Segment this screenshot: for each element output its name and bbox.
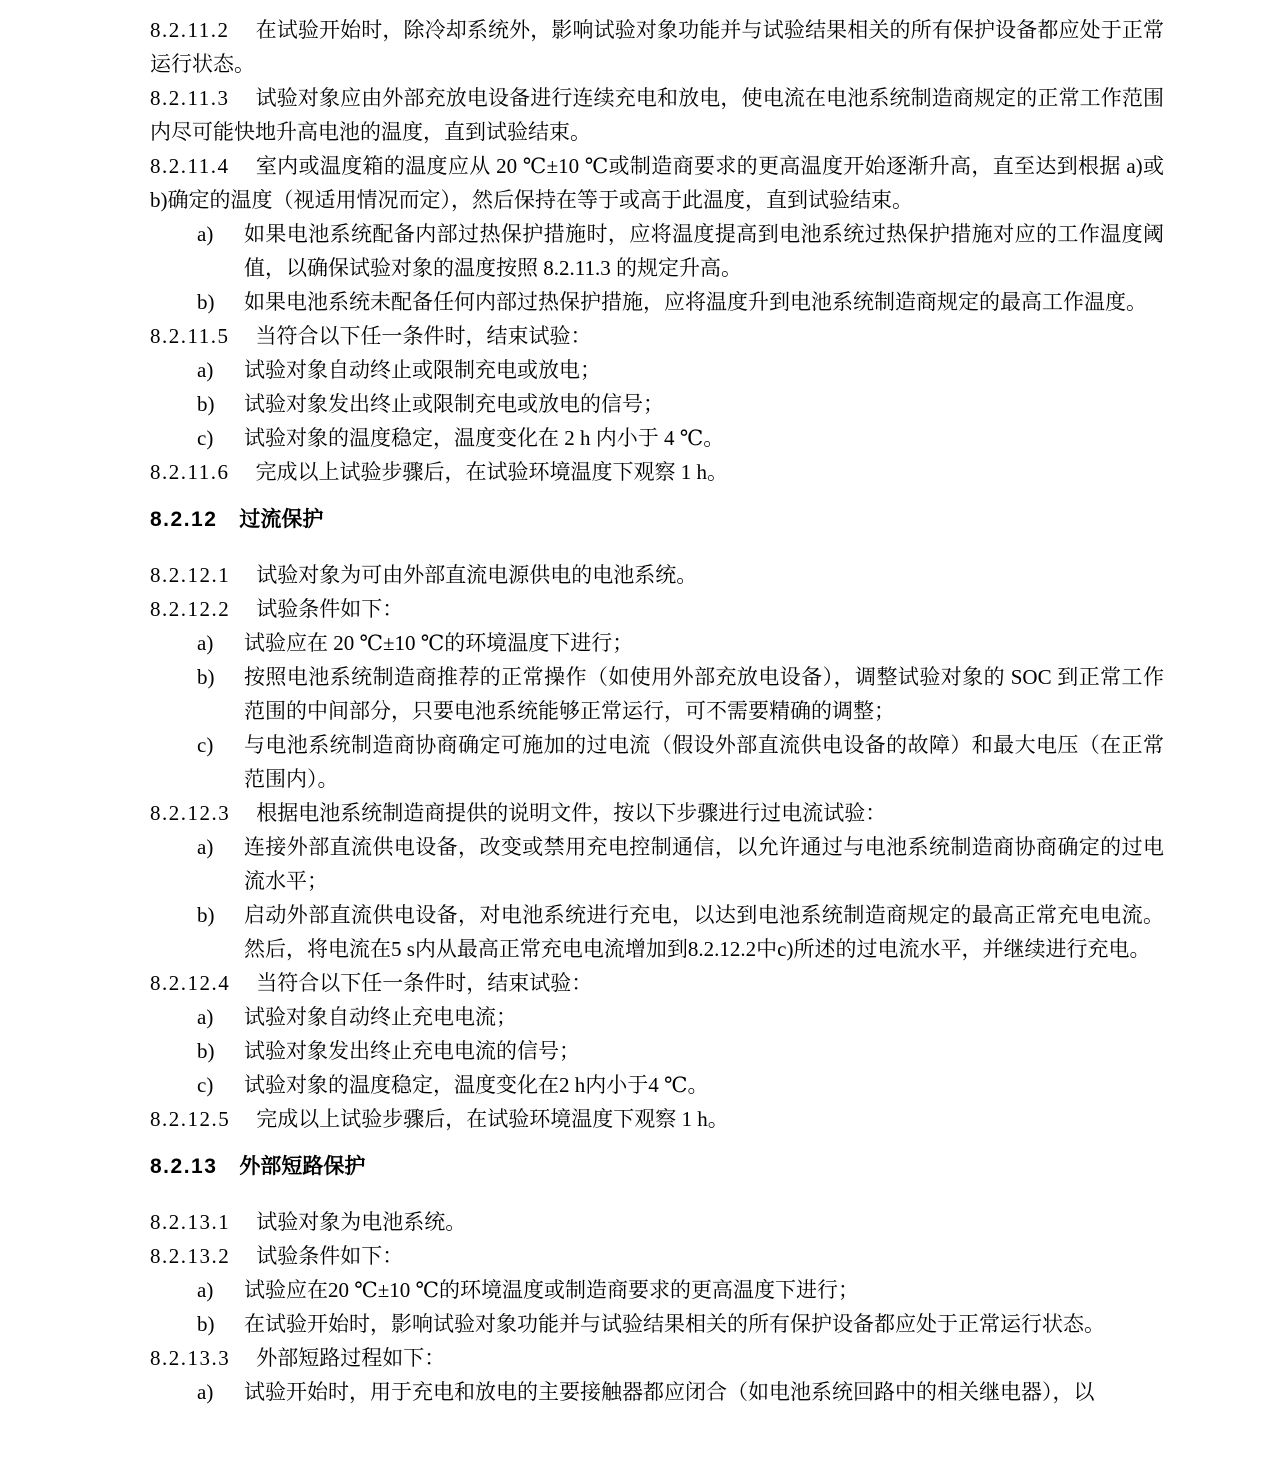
list-item-text: 如果电池系统未配备任何内部过热保护措施，应将温度升到电池系统制造商规定的最高工作温度。	[244, 290, 1147, 314]
list-item	[150, 285, 1164, 319]
list-item	[150, 1068, 1164, 1102]
section-heading-text: 过流保护	[239, 508, 324, 531]
list-item-text: 如果电池系统配备内部过热保护措施时，应将温度提高到电池系统过热保护措施对应的工作温度阈值，以确保试验对象的温度按照 8.2.11.3 的规定升高。	[244, 222, 1164, 280]
list-item-label: b)	[197, 290, 215, 314]
clause-number: 8.2.12.4	[150, 971, 231, 995]
list-item	[150, 421, 1164, 455]
list-item-text: 在试验开始时，影响试验对象功能并与试验结果相关的所有保护设备都应处于正常运行状态。	[244, 1312, 1105, 1336]
clause-number: 8.2.11.4	[150, 154, 230, 178]
clause-text: 试验条件如下：	[256, 597, 404, 621]
clause-number: 8.2.11.2	[150, 18, 230, 42]
clause-number: 8.2.12.5	[150, 1107, 231, 1131]
clause-text: 完成以上试验步骤后，在试验环境温度下观察 1 h。	[255, 460, 728, 484]
clause-text: 试验对象为电池系统。	[256, 1210, 467, 1234]
document-content	[150, 13, 1164, 1409]
list-item-text: 启动外部直流供电设备，对电池系统进行充电，以达到电池系统制造商规定的最高正常充电电流。然后，将电流在5 s内从最高正常充电电流增加到8.2.12.2中c)所述的过电流水平，并继续进行充电。	[244, 903, 1164, 961]
clause-paragraph	[150, 455, 1164, 489]
clause-paragraph	[150, 149, 1164, 217]
clause-number: 8.2.11.6	[150, 460, 230, 484]
clause-text: 试验条件如下：	[256, 1244, 404, 1268]
list-item	[150, 830, 1164, 898]
list-item	[150, 660, 1164, 728]
list-item	[150, 387, 1164, 421]
list-item	[150, 1034, 1164, 1068]
clause-text: 外部短路过程如下：	[256, 1346, 446, 1370]
list-item-label: b)	[197, 903, 215, 927]
list-item-label: a)	[197, 1380, 214, 1404]
clause-paragraph	[150, 966, 1164, 1000]
list-item-text: 与电池系统制造商协商确定可施加的过电流（假设外部直流供电设备的故障）和最大电压（在正常范围内）。	[244, 733, 1164, 791]
clause-text: 当符合以下任一条件时，结束试验：	[255, 324, 592, 348]
list-item-text: 按照电池系统制造商推荐的正常操作（如使用外部充放电设备），调整试验对象的 SOC 到正常工作范围的中间部分，只要电池系统能够正常运行，可不需要精确的调整；	[244, 665, 1164, 723]
clause-number: 8.2.12.3	[150, 801, 231, 825]
list-item-label: a)	[197, 1278, 214, 1302]
clause-text: 在试验开始时，除冷却系统外，影响试验对象功能并与试验结果相关的所有保护设备都应处于正常运行状态。	[150, 18, 1164, 76]
list-item-label: a)	[197, 358, 214, 382]
clause-text: 完成以上试验步骤后，在试验环境温度下观察 1 h。	[256, 1107, 729, 1131]
clause-text: 室内或温度箱的温度应从 20 ℃±10 ℃或制造商要求的更高温度开始逐渐升高，直至达到根据 a)或 b)确定的温度（视适用情况而定），然后保持在等于或高于此温度，直到试验结束。	[150, 154, 1164, 212]
clause-number: 8.2.11.5	[150, 324, 230, 348]
list-item-label: a)	[197, 222, 214, 246]
clause-text: 根据电池系统制造商提供的说明文件，按以下步骤进行过电流试验：	[256, 801, 887, 825]
list-item-label: a)	[197, 631, 214, 655]
list-item-text: 连接外部直流供电设备，改变或禁用充电控制通信，以允许通过与电池系统制造商协商确定的过电流水平；	[244, 835, 1164, 893]
clause-text: 试验对象为可由外部直流电源供电的电池系统。	[256, 563, 698, 587]
clause-paragraph	[150, 81, 1164, 149]
list-item	[150, 728, 1164, 796]
clause-paragraph	[150, 592, 1164, 626]
clause-number: 8.2.12.2	[150, 597, 231, 621]
section-heading-text: 外部短路保护	[239, 1155, 366, 1178]
list-item-text: 试验对象发出终止充电电流的信号；	[244, 1039, 580, 1063]
clause-paragraph	[150, 1102, 1164, 1136]
section-heading-number: 8.2.12	[150, 508, 218, 531]
list-item-text: 试验开始时，用于充电和放电的主要接触器都应闭合（如电池系统回路中的相关继电器），以	[244, 1380, 1095, 1404]
clause-paragraph	[150, 558, 1164, 592]
clause-number: 8.2.12.1	[150, 563, 231, 587]
clause-number: 8.2.13.1	[150, 1210, 231, 1234]
list-item	[150, 1375, 1164, 1409]
list-item	[150, 353, 1164, 387]
list-item-text: 试验应在20 ℃±10 ℃的环境温度或制造商要求的更高温度下进行；	[244, 1278, 860, 1302]
list-item	[150, 626, 1164, 660]
list-item-text: 试验对象的温度稳定，温度变化在 2 h 内小于 4 ℃。	[244, 426, 725, 450]
clause-paragraph	[150, 1239, 1164, 1273]
list-item-label: b)	[197, 392, 215, 416]
section-heading	[150, 1150, 1164, 1184]
list-item	[150, 1000, 1164, 1034]
clause-paragraph	[150, 1341, 1164, 1375]
list-item	[150, 217, 1164, 285]
list-item-text: 试验对象的温度稳定，温度变化在2 h内小于4 ℃。	[244, 1073, 709, 1097]
list-item-label: b)	[197, 665, 215, 689]
list-item-text: 试验应在 20 ℃±10 ℃的环境温度下进行；	[244, 631, 634, 655]
clause-number: 8.2.13.2	[150, 1244, 231, 1268]
clause-text: 试验对象应由外部充放电设备进行连续充电和放电，使电流在电池系统制造商规定的正常工作范围内尽可能快地升高电池的温度，直到试验结束。	[150, 86, 1164, 144]
list-item	[150, 1307, 1164, 1341]
list-item-label: c)	[197, 733, 214, 757]
list-item-text: 试验对象发出终止或限制充电或放电的信号；	[244, 392, 664, 416]
clause-number: 8.2.13.3	[150, 1346, 231, 1370]
clause-paragraph	[150, 1205, 1164, 1239]
list-item-label: b)	[197, 1039, 215, 1063]
clause-number: 8.2.11.3	[150, 86, 230, 110]
clause-paragraph	[150, 319, 1164, 353]
list-item-text: 试验对象自动终止充电电流；	[244, 1005, 517, 1029]
clause-text: 当符合以下任一条件时，结束试验：	[256, 971, 593, 995]
section-heading	[150, 503, 1164, 537]
list-item-label: c)	[197, 426, 214, 450]
list-item-text: 试验对象自动终止或限制充电或放电；	[244, 358, 601, 382]
list-item-label: c)	[197, 1073, 214, 1097]
list-item	[150, 1273, 1164, 1307]
clause-paragraph	[150, 13, 1164, 81]
clause-paragraph	[150, 796, 1164, 830]
list-item-label: a)	[197, 1005, 214, 1029]
list-item-label: a)	[197, 835, 214, 859]
list-item	[150, 898, 1164, 966]
section-heading-number: 8.2.13	[150, 1155, 218, 1178]
list-item-label: b)	[197, 1312, 215, 1336]
